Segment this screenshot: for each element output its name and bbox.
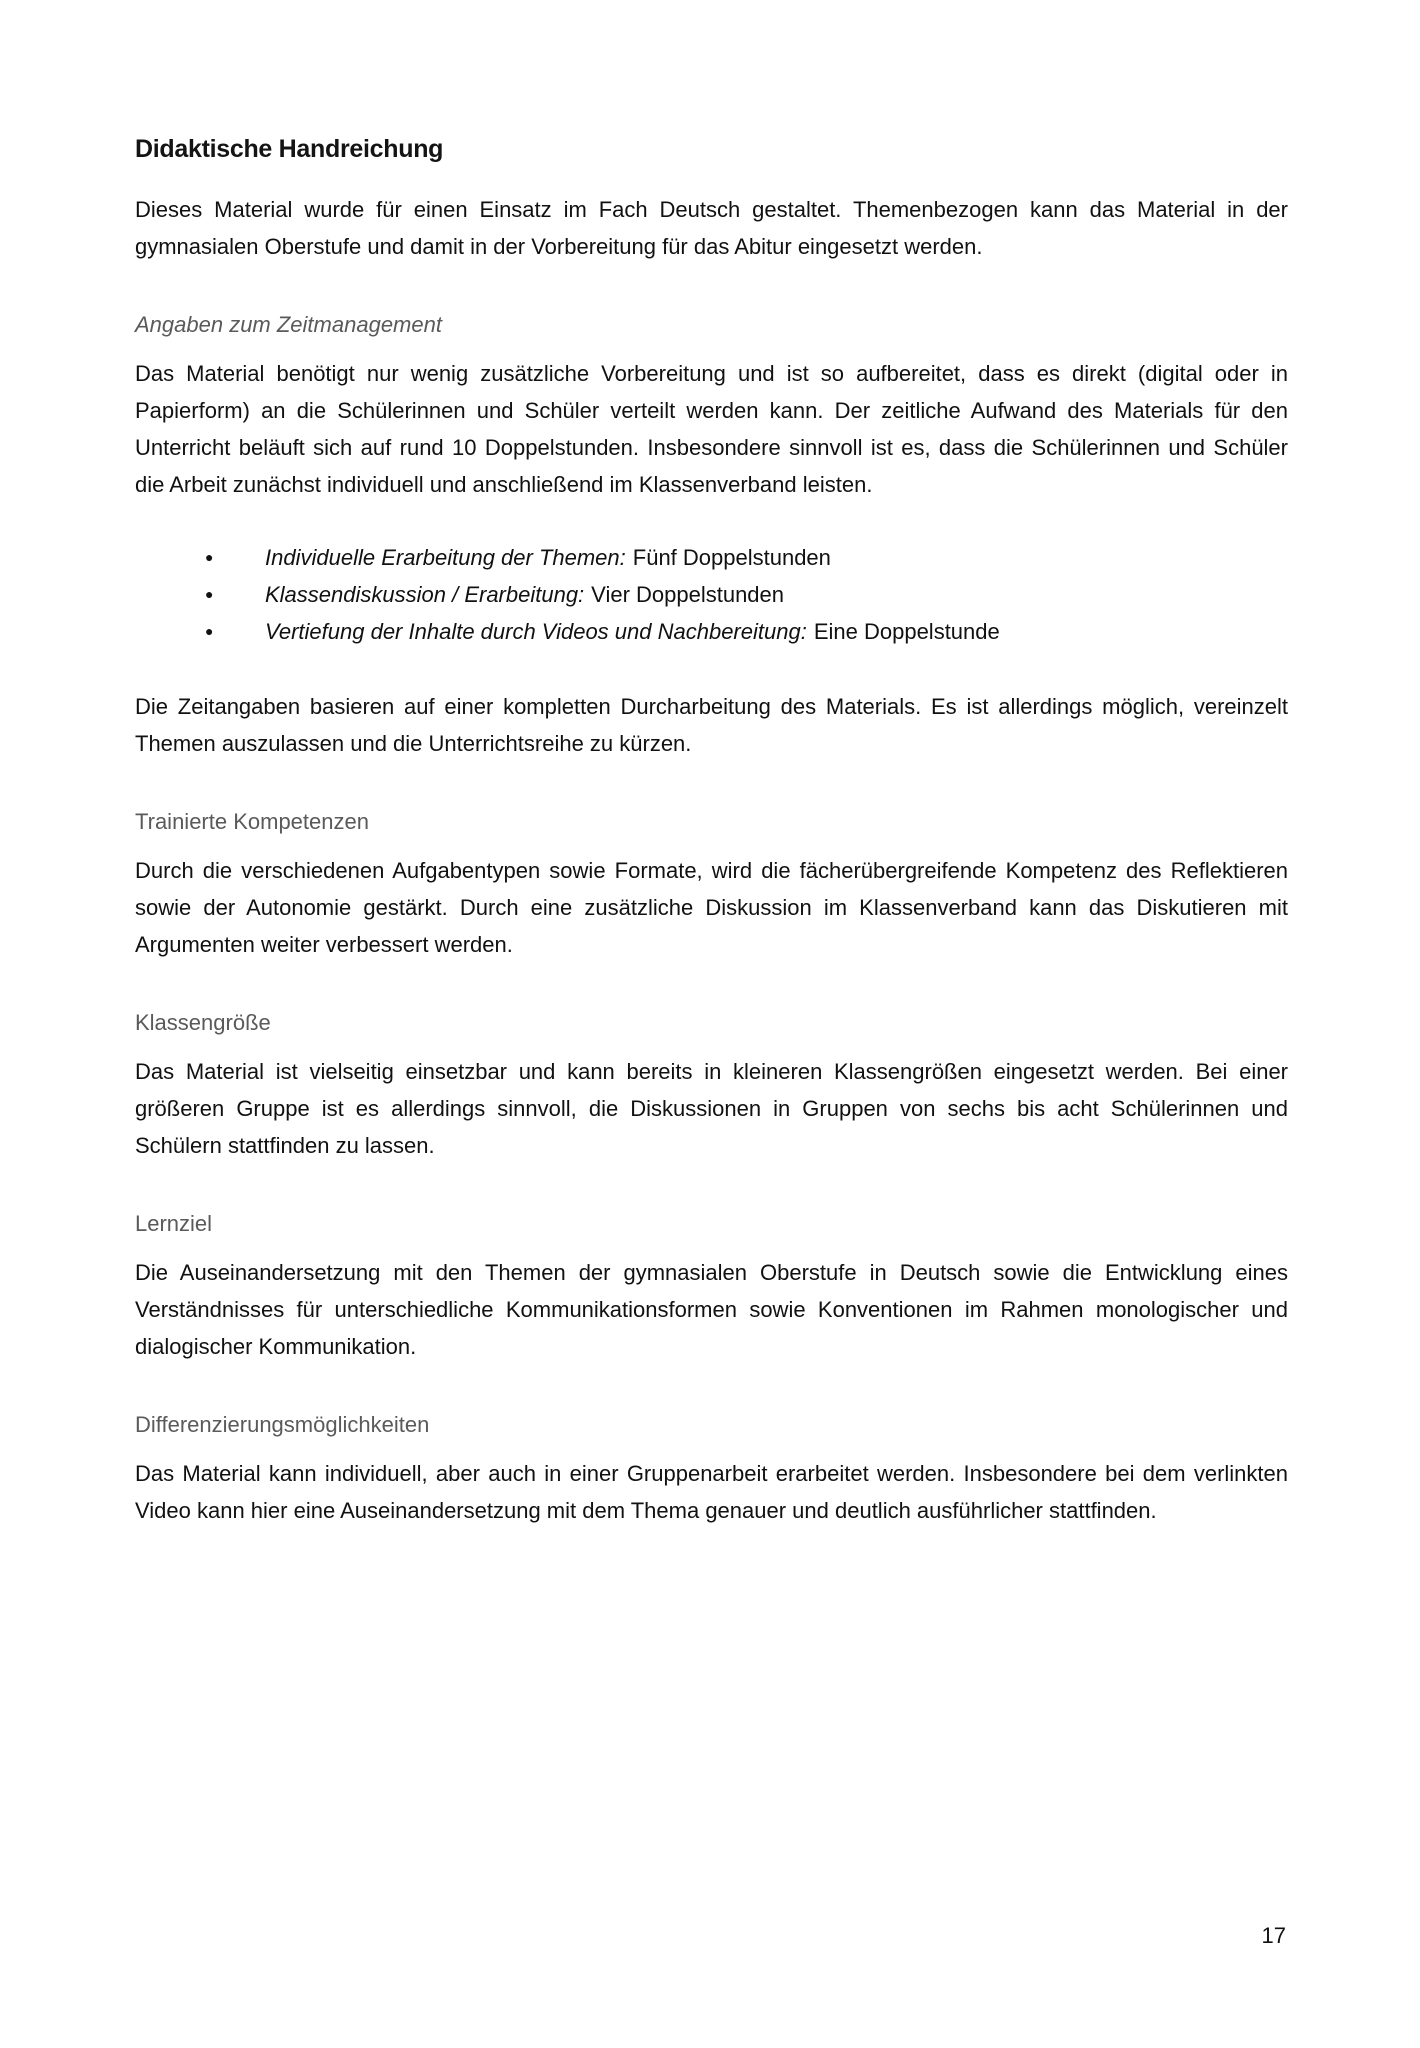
kompetenzen-paragraph: Durch die verschiedenen Aufgabentypen sowie Formate, wird die fächerübergreifende Kompetenz des Reflektieren sowie der Autonomie gestärkt. Durch eine zusätzliche Diskussion im Klassenverband kann das Diskutieren mit Argumenten weiter verbessert werden. <box>135 858 1288 957</box>
section-heading-kompetenzen: Trainierte Kompetenzen <box>135 809 369 834</box>
page-title: Didaktische Handreichung <box>135 135 444 163</box>
page-number: 17 <box>1261 1923 1286 1948</box>
list-item-label: Vertiefung der Inhalte durch Videos und Nachbereitung: <box>265 619 807 644</box>
doppelstunden-list <box>135 539 1288 650</box>
klassengroesse-paragraph: Das Material ist vielseitig einsetzbar und kann bereits in kleineren Klassengrößen eingesetzt werden. Bei einer größeren Gruppe ist es allerdings sinnvoll, die Diskussionen in Gruppen von sechs bis acht Schülerinnen und Schülern stattfinden zu lassen. <box>135 1059 1288 1158</box>
list-item-label: Individuelle Erarbeitung der Themen: <box>265 545 626 570</box>
section-heading-klassengroesse: Klassengröße <box>135 1010 271 1035</box>
list-item-value: Vier Doppelstunden <box>591 582 785 607</box>
list-item-label: Klassendiskussion / Erarbeitung: <box>265 582 585 607</box>
section-heading-zeitmanagement: Angaben zum Zeitmanagement <box>135 312 442 337</box>
section-heading-differenzierung: Differenzierungsmöglichkeiten <box>135 1412 430 1437</box>
zeitmanagement-paragraph: Das Material benötigt nur wenig zusätzliche Vorbereitung und ist so aufbereitet, dass es direkt (digital oder in Papierform) an die Schülerinnen und Schüler verteilt werden kann. Der zeitliche Aufwand des Materials für den Unterricht beläuft sich auf rund 10 Doppelstunden. Insbesondere sinnvoll ist es, dass die Schülerinnen und Schüler die Arbeit zunächst individuell und anschließend im Klassenverband leisten. <box>135 361 1288 497</box>
list-item <box>205 539 1288 576</box>
list-item-value: Eine Doppelstunde <box>813 619 1000 644</box>
intro-paragraph: Dieses Material wurde für einen Einsatz im Fach Deutsch gestaltet. Themenbezogen kann das Material in der gymnasialen Oberstufe und damit in der Vorbereitung für das Abitur eingesetzt werden. <box>135 197 1288 259</box>
bullet-icon: ● <box>205 623 214 639</box>
section-heading-lernziel: Lernziel <box>135 1211 213 1236</box>
list-item <box>205 576 1288 613</box>
list-item-value: Fünf Doppelstunden <box>632 545 831 570</box>
bullet-icon: ● <box>205 549 214 565</box>
bullet-icon: ● <box>205 586 214 602</box>
differenzierung-paragraph: Das Material kann individuell, aber auch in einer Gruppenarbeit erarbeitet werden. Insbesondere bei dem verlinkten Video kann hier eine Auseinandersetzung mit dem Thema genauer und deutlich ausführlicher stattfinden. <box>135 1461 1288 1523</box>
lernziel-paragraph: Die Auseinandersetzung mit den Themen der gymnasialen Oberstufe in Deutsch sowie die Entwicklung eines Verständnisses für unterschiedliche Kommunikationsformen sowie Konventionen im Rahmen monologischer und dialogischer Kommunikation. <box>135 1260 1288 1359</box>
zeitmanagement-summary-paragraph: Die Zeitangaben basieren auf einer kompletten Durcharbeitung des Materials. Es ist allerdings möglich, vereinzelt Themen auszulassen und die Unterrichtsreihe zu kürzen. <box>135 694 1288 756</box>
list-item <box>205 613 1288 650</box>
